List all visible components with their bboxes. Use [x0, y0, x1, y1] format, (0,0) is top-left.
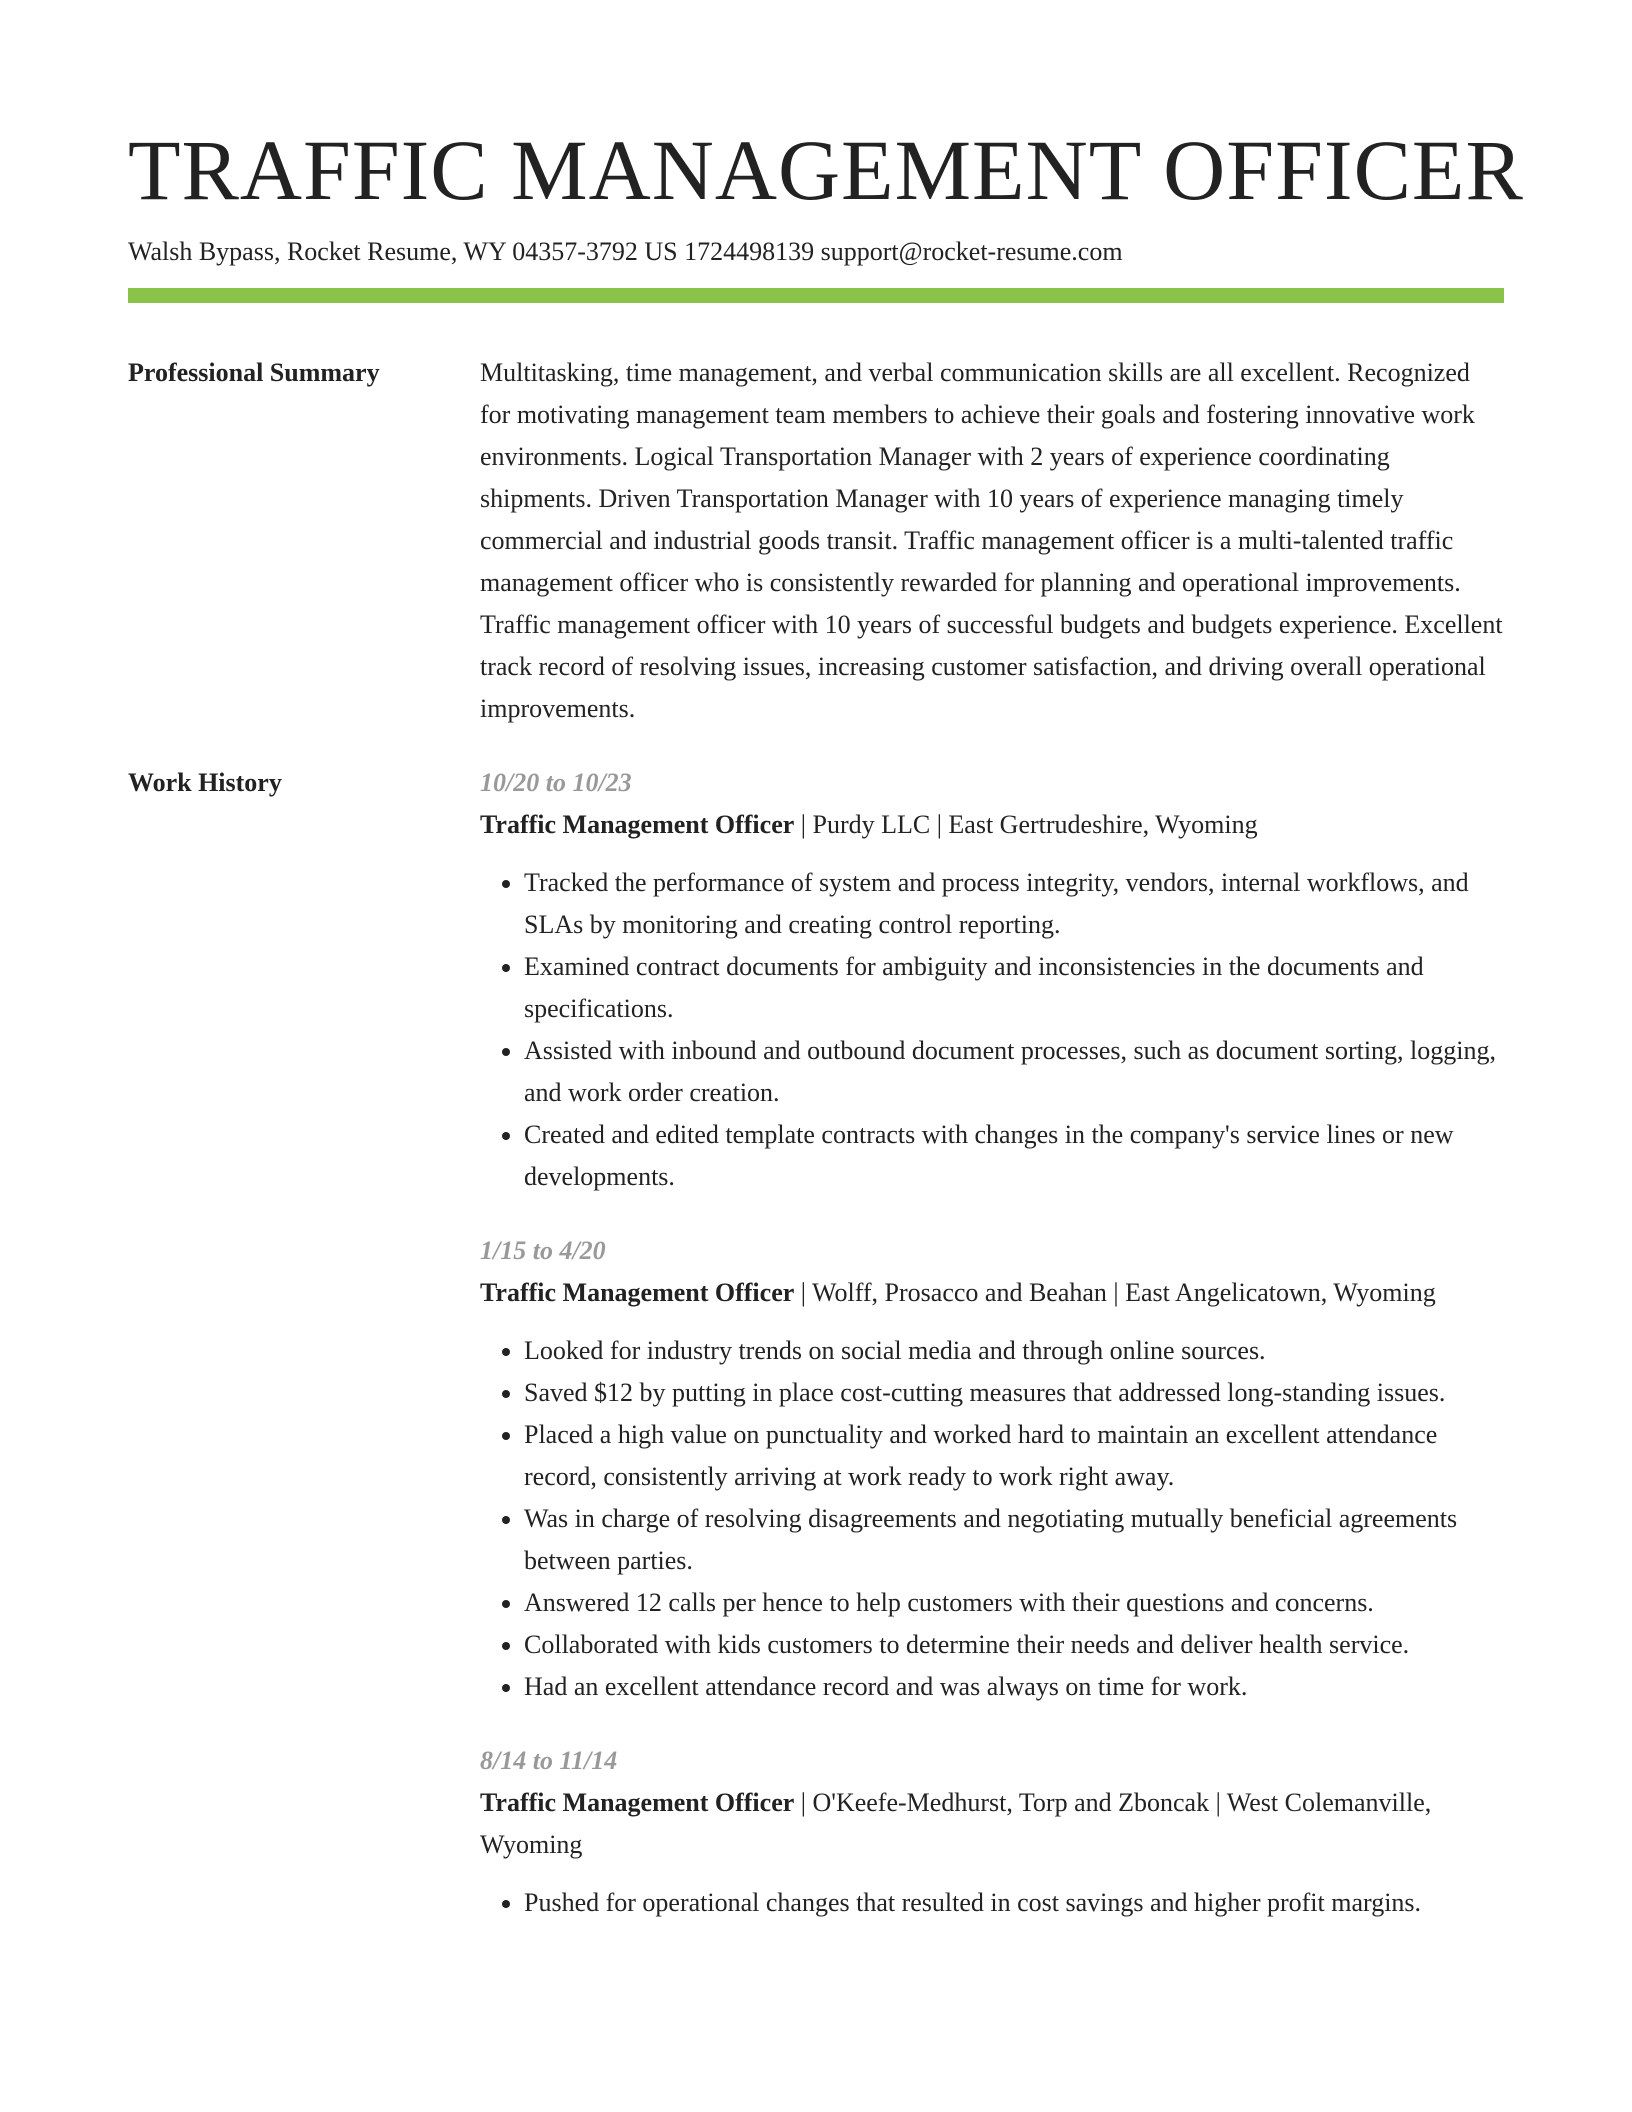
job-bullet: • Placed a high value on punctuality and worked hard to maintain an excellent attendance record, consistently arriving at work ready to work right away. [524, 1414, 1504, 1498]
job-dates: 10/20 to 10/23 [480, 768, 632, 797]
job-title: Traffic Management Officer [480, 810, 795, 839]
job-heading [480, 804, 1504, 846]
job-details: | O'Keefe-Medhurst, Torp and Zboncak | West Colemanville, Wyoming [480, 1788, 1432, 1859]
job-bullet: • Was in charge of resolving disagreements and negotiating mutually beneficial agreements between parties. [524, 1498, 1504, 1582]
contact-line: Walsh Bypass, Rocket Resume, WY 04357-3792 US 1724498139 support@rocket-resume.com [128, 237, 1123, 266]
job-bullet: • Examined contract documents for ambiguity and inconsistencies in the documents and specifications. [524, 946, 1504, 1030]
resume-name: TRAFFIC MANAGEMENT OFFICER [128, 122, 1524, 218]
job-dates: 1/15 to 4/20 [480, 1236, 606, 1265]
job-dates: 8/14 to 11/14 [480, 1746, 618, 1775]
job-bullets [480, 1882, 1504, 1924]
job-bullet: • Created and edited template contracts with changes in the company's service lines or new developments. [524, 1114, 1504, 1198]
job-title: Traffic Management Officer [480, 1278, 795, 1307]
job-bullet: • Looked for industry trends on social media and through online sources. [524, 1330, 1504, 1372]
job-details: | Purdy LLC | East Gertrudeshire, Wyoming [794, 810, 1258, 839]
summary-section [128, 352, 1504, 730]
job-bullets [480, 862, 1504, 1198]
job-entry [480, 1740, 1504, 1924]
section-title-work-history: Work History [128, 768, 282, 797]
job-heading [480, 1272, 1504, 1314]
work-history-body [480, 762, 1504, 1956]
work-history-section [128, 762, 1504, 1956]
job-bullet: • Tracked the performance of system and process integrity, vendors, internal workflows, and SLAs by monitoring and creating control reporting. [524, 862, 1504, 946]
summary-body [480, 352, 1504, 730]
job-title: Traffic Management Officer [480, 1788, 795, 1817]
job-bullets [480, 1330, 1504, 1708]
accent-divider [128, 288, 1504, 303]
job-entry [480, 1230, 1504, 1708]
resume-page [128, 118, 1524, 1956]
job-bullet: • Saved $12 by putting in place cost-cutting measures that addressed long-standing issues. [524, 1372, 1504, 1414]
job-bullet: • Answered 12 calls per hence to help customers with their questions and concerns. [524, 1582, 1504, 1624]
job-entry [480, 762, 1504, 1198]
job-heading [480, 1782, 1504, 1866]
summary-text: Multitasking, time management, and verbal communication skills are all excellent. Recognized for motivating management team members to achieve their goals and fostering innovative work environments. Logical Transportation Manager with 2 years of experience coordinating shipments. Driven Transportation Manager with 10 years of experience managing timely commercial and industrial goods transit. Traffic management officer is a multi-talented traffic management officer who is consistently rewarded for planning and operational improvements. Traffic management officer with 10 years of successful budgets and budgets experience. Excellent track record of resolving issues, increasing customer satisfaction, and driving overall operational improvements. [480, 358, 1503, 723]
job-bullet: • Assisted with inbound and outbound document processes, such as document sorting, logging, and work order creation. [524, 1030, 1504, 1114]
job-details: | Wolff, Prosacco and Beahan | East Angelicatown, Wyoming [794, 1278, 1436, 1307]
job-bullet: • Collaborated with kids customers to determine their needs and deliver health service. [524, 1624, 1504, 1666]
job-bullet: • Pushed for operational changes that resulted in cost savings and higher profit margins. [524, 1882, 1504, 1924]
section-title-summary: Professional Summary [128, 358, 380, 387]
job-bullet: • Had an excellent attendance record and was always on time for work. [524, 1666, 1504, 1708]
